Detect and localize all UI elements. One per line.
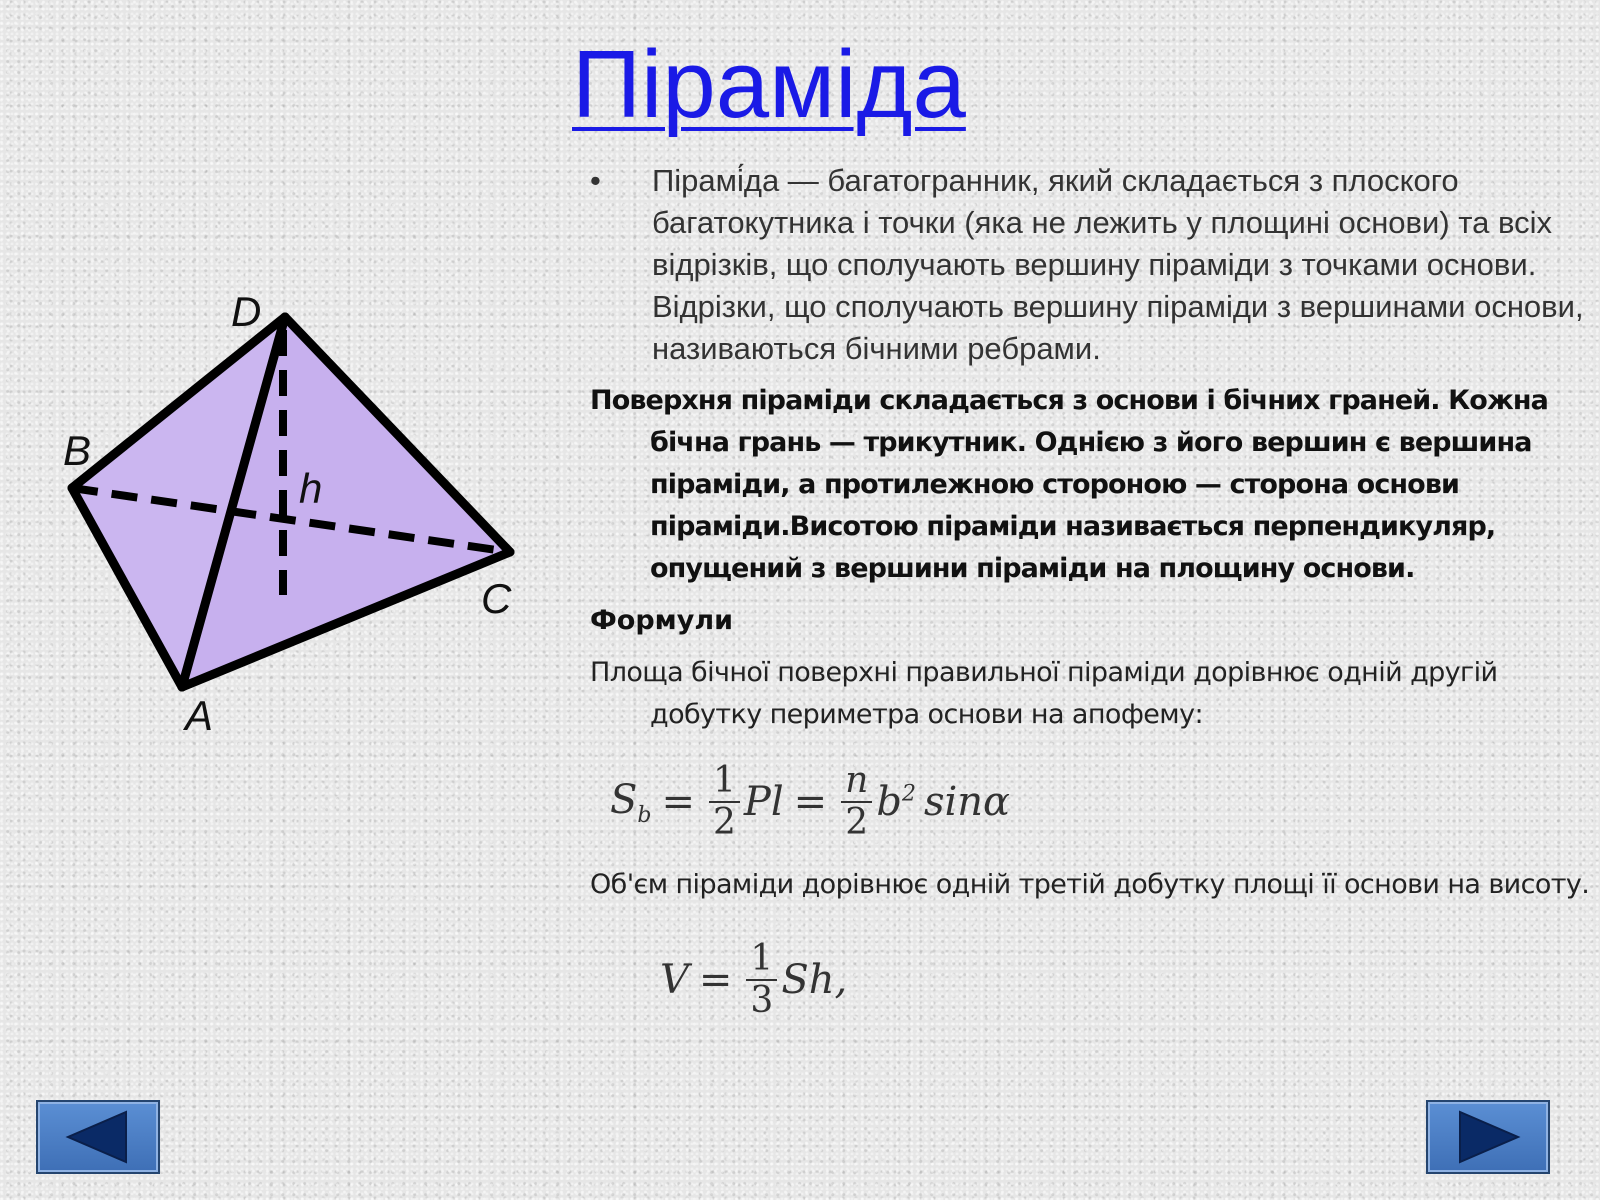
formula-eq-1: = (661, 779, 696, 825)
lateral-area-text: Площа бічної поверхні правильної піраміди дорівнює одній другій добутку периметра основи на апофему: (590, 657, 1498, 730)
formula-v: V (660, 957, 689, 1003)
formula-eq-3: = (698, 957, 733, 1003)
pyramid-figure (55, 290, 535, 760)
triangle-left-icon (38, 1102, 158, 1172)
fraction-one-half: $\frac{1}{2}$ (709, 763, 740, 841)
definition-text: Пірамі́да — багатогранник, який складається з плоского багатокутника і точки (яка не лежить у площині основи) та всіх відрізків, що сполучають вершину піраміди з точками основи. Відрізки, що сполучають вершину піраміди з вершинами основи, називаються бічними ребрами. (652, 163, 1584, 366)
next-slide-button[interactable] (1426, 1100, 1550, 1174)
label-a: A (185, 692, 214, 739)
volume-formula (660, 930, 1590, 1030)
definition-paragraph (590, 160, 1590, 370)
label-h: h (299, 465, 323, 512)
formula-eq-2: = (793, 779, 828, 825)
fraction-one-third: $\frac{1}{3}$ (746, 941, 777, 1019)
previous-slide-button[interactable] (36, 1100, 160, 1174)
triangle-right-icon (1428, 1102, 1548, 1172)
label-d: D (231, 290, 262, 335)
label-c: C (481, 575, 512, 622)
fraction-n-half: $\frac{n}{2}$ (841, 763, 872, 841)
formula-pl: Pl (743, 779, 784, 825)
bullet: • (590, 163, 601, 198)
formula-b-squared: $b^2$ (876, 779, 916, 825)
formula-s: $S_b$ (610, 776, 652, 828)
volume-text: Об'єм піраміди дорівнює одній третій добутку площі її основи на висоту. (590, 869, 1590, 900)
lateral-area-formula (610, 750, 1590, 854)
pyramid-faces (72, 317, 510, 687)
label-b: B (63, 427, 92, 474)
formulas-heading: Формули (590, 605, 734, 636)
formula-sh: Sh, (781, 957, 848, 1003)
formula-sin: sinα (923, 779, 1011, 825)
page-title[interactable]: Піраміда (572, 31, 966, 138)
surface-paragraph: Поверхня піраміди складається з основи і бічних граней. Кожна бічна грань — трикутник. Однією з його вершин є вершина піраміди, а протилежною стороною — сторона основи піраміди.Висотою піраміди називається перпендикуляр, опущений з вершини піраміди на площину основи. (590, 385, 1548, 584)
content (590, 160, 1590, 1030)
